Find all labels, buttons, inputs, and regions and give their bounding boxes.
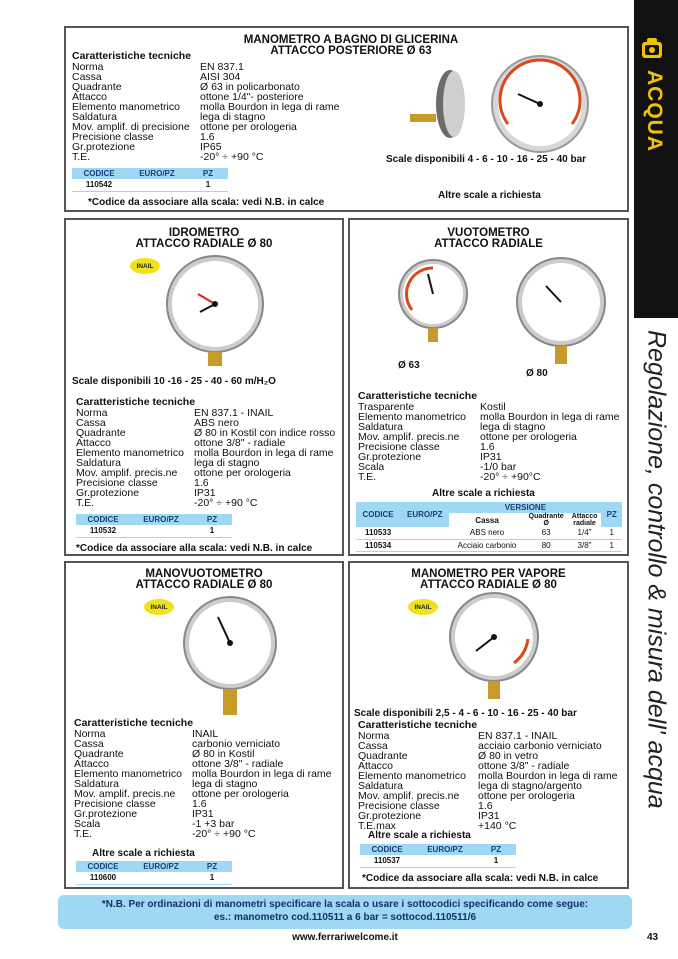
panel-vacuum-gauge bbox=[348, 218, 629, 556]
spec-key: Gr.protezione bbox=[358, 451, 422, 463]
panel-subtitle: ATTACCO RADIALE Ø 80 bbox=[135, 238, 273, 250]
spec-key: Saldatura bbox=[72, 111, 117, 123]
dial-cell: 80 bbox=[525, 539, 568, 551]
spec-key: Quadrante bbox=[358, 750, 408, 762]
panel-subtitle: ATTACCO RADIALE Ø 80 bbox=[135, 579, 273, 591]
code-cell: 110537 bbox=[360, 855, 414, 867]
col-price: EURO/PZ bbox=[400, 502, 449, 527]
specs-heading: Caratteristiche tecniche bbox=[74, 717, 194, 729]
scales-available: Scale disponibili 10 -16 - 25 - 40 - 60 m/H₂O bbox=[72, 376, 276, 387]
spec-value: +140 °C bbox=[478, 820, 517, 832]
product-table bbox=[76, 514, 232, 538]
spec-value: lega di stagno bbox=[192, 778, 258, 790]
conn-cell: 3/8" bbox=[568, 539, 602, 551]
table-row bbox=[72, 179, 228, 191]
vacuum-gauge-80-image bbox=[516, 256, 606, 374]
spec-key: Gr.protezione bbox=[74, 808, 138, 820]
specs-list bbox=[74, 729, 340, 839]
section-title: ACQUA bbox=[643, 70, 666, 152]
qty-cell: 1 bbox=[192, 525, 232, 537]
col-qty: PZ bbox=[192, 514, 232, 525]
spec-value: IP65 bbox=[200, 141, 222, 153]
table-row bbox=[360, 855, 516, 867]
col-case: Cassa bbox=[449, 513, 524, 527]
spec-key: Mov. amplif. precis.ne bbox=[74, 788, 176, 800]
code-cell: 110534 bbox=[356, 539, 400, 551]
spec-key: Elemento manometrico bbox=[358, 770, 466, 782]
spec-value: -20° ÷ +90°C bbox=[480, 471, 541, 483]
spec-key: Precisione classe bbox=[74, 798, 156, 810]
panel-steam-gauge bbox=[348, 561, 629, 889]
col-code: CODICE bbox=[76, 861, 130, 872]
col-connection: Attacco radiale bbox=[568, 513, 602, 527]
spec-value: Kostil bbox=[480, 401, 506, 413]
spec-key: Precisione classe bbox=[76, 477, 158, 489]
product-table bbox=[356, 502, 622, 552]
spec-key: Saldatura bbox=[358, 421, 403, 433]
panel-compound-gauge bbox=[64, 561, 344, 889]
inail-badge: INAIL bbox=[408, 599, 438, 615]
other-scales: Altre scale a richiesta bbox=[368, 830, 471, 841]
other-scales: Altre scale a richiesta bbox=[92, 848, 195, 859]
spec-key: Quadrante bbox=[74, 748, 124, 760]
compound-gauge-image bbox=[178, 595, 282, 719]
spec-value: molla Bourdon in lega di rame bbox=[478, 770, 618, 782]
spec-value: 1.6 bbox=[478, 800, 493, 812]
spec-value: 1.6 bbox=[192, 798, 207, 810]
qty-cell: 1 bbox=[601, 539, 622, 551]
spec-value: EN 837.1 - INAIL bbox=[194, 407, 274, 419]
panel-subtitle: ATTACCO RADIALE bbox=[434, 238, 543, 250]
spec-value: ottone per orologeria bbox=[200, 121, 297, 133]
spec-key: Norma bbox=[358, 730, 390, 742]
footnote: *Codice da associare alla scala: vedi N.B. in calce bbox=[76, 543, 313, 554]
price-cell bbox=[126, 179, 188, 191]
panel-title: MANOMETRO A BAGNO DI GLICERINA bbox=[243, 34, 459, 46]
spec-value: acciaio carbonio verniciato bbox=[478, 740, 602, 752]
spec-key: Cassa bbox=[76, 417, 106, 429]
spec-value: IP31 bbox=[480, 451, 502, 463]
spec-key: Attacco bbox=[72, 91, 108, 103]
col-qty: PZ bbox=[476, 844, 516, 855]
spec-value: ottone 3/8" - radiale bbox=[192, 758, 284, 770]
spec-key: Gr.protezione bbox=[358, 810, 422, 822]
spec-key: Cassa bbox=[358, 740, 388, 752]
spec-value: Ø 63 in policarbonato bbox=[200, 81, 300, 93]
spec-key: T.E. bbox=[74, 828, 93, 840]
other-scales: Altre scale a richiesta bbox=[432, 488, 535, 499]
footer-note-line1: *N.B. Per ordinazioni di manometri specificare la scala o usare i sottocodici specificando come segue: bbox=[101, 899, 589, 910]
spec-key: Trasparente bbox=[358, 401, 415, 413]
spec-key: Elemento manometrico bbox=[72, 101, 180, 113]
spec-value: ottone per orologeria bbox=[194, 467, 291, 479]
col-code: CODICE bbox=[360, 844, 414, 855]
spec-value: lega di stagno bbox=[194, 457, 260, 469]
spec-key: Saldatura bbox=[358, 780, 403, 792]
spec-key: T.E. bbox=[358, 471, 377, 483]
spec-value: 1.6 bbox=[200, 131, 215, 143]
col-dial: Quadrante Ø bbox=[525, 513, 568, 527]
panel-title: VUOTOMETRO bbox=[447, 227, 530, 239]
hydrometer-gauge-image bbox=[160, 254, 270, 368]
panel-title: IDROMETRO bbox=[168, 227, 240, 239]
table-row bbox=[356, 527, 622, 539]
spec-row bbox=[76, 498, 340, 508]
table-row bbox=[76, 525, 232, 537]
code-cell: 110533 bbox=[356, 527, 400, 539]
spec-value: Ø 80 in Kostil bbox=[192, 748, 255, 760]
product-table bbox=[76, 861, 232, 885]
spec-value: ottone per orologeria bbox=[480, 431, 577, 443]
spec-value: ottone per orologeria bbox=[192, 788, 289, 800]
vacuum-gauge-63-image bbox=[398, 258, 468, 354]
spec-value: IP31 bbox=[194, 487, 216, 499]
spec-key: Norma bbox=[74, 728, 106, 740]
spec-key: Saldatura bbox=[74, 778, 119, 790]
spec-key: Precisione classe bbox=[358, 441, 440, 453]
code-cell: 110600 bbox=[76, 872, 130, 884]
spec-value: -1 +3 bar bbox=[192, 818, 235, 830]
spec-value: 1.6 bbox=[480, 441, 495, 453]
price-cell bbox=[414, 855, 476, 867]
spec-value: -20° ÷ +90 °C bbox=[200, 151, 264, 163]
dial-cell: 63 bbox=[525, 527, 568, 539]
spec-key: Attacco bbox=[358, 760, 394, 772]
panel-glycerin-gauge bbox=[64, 26, 629, 212]
col-qty: PZ bbox=[601, 502, 622, 527]
spec-key: Elemento manometrico bbox=[76, 447, 184, 459]
other-scales: Altre scale a richiesta bbox=[438, 190, 541, 201]
spec-row bbox=[358, 472, 626, 482]
footnote: *Codice da associare alla scala: vedi N.B. in calce bbox=[362, 873, 599, 884]
spec-value: ottone 1/4"- posteriore bbox=[200, 91, 304, 103]
page-number: 43 bbox=[647, 932, 659, 943]
footer-note-line2: es.: manometro cod.110511 a 6 bar = sottocod.110511/6 bbox=[213, 912, 477, 923]
spec-value: ottone per orologeria bbox=[478, 790, 575, 802]
panel-title: MANOVUOTOMETRO bbox=[145, 568, 263, 580]
inail-badge: INAIL bbox=[130, 258, 160, 274]
col-code: CODICE bbox=[356, 502, 400, 527]
specs-heading: Caratteristiche tecniche bbox=[72, 50, 192, 62]
col-price: EURO/PZ bbox=[414, 844, 476, 855]
spec-key: Mov. amplif. precis.ne bbox=[76, 467, 178, 479]
case-cell: Acciaio carbonio bbox=[449, 539, 524, 551]
product-table bbox=[360, 844, 516, 868]
col-price: EURO/PZ bbox=[130, 514, 192, 525]
spec-value: -20° ÷ +90 °C bbox=[192, 828, 256, 840]
spec-key: Saldatura bbox=[76, 457, 121, 469]
product-table bbox=[72, 168, 228, 192]
col-version: VERSIONE bbox=[449, 502, 601, 513]
spec-value: molla Bourdon in lega di rame bbox=[194, 447, 334, 459]
spec-value: lega di stagno bbox=[200, 111, 266, 123]
spec-key: T.E. bbox=[76, 497, 95, 509]
spec-key: Norma bbox=[76, 407, 108, 419]
spec-value: lega di stagno bbox=[480, 421, 546, 433]
spec-value: Ø 80 in vetro bbox=[478, 750, 539, 762]
panel-subtitle: ATTACCO RADIALE Ø 80 bbox=[420, 579, 557, 591]
spec-row bbox=[72, 152, 372, 162]
steam-gauge-image bbox=[444, 591, 544, 701]
table-row bbox=[76, 872, 232, 884]
spec-value: ottone 3/8" - radiale bbox=[478, 760, 570, 772]
spec-value: 1.6 bbox=[194, 477, 209, 489]
spec-value: IP31 bbox=[478, 810, 500, 822]
specs-list bbox=[358, 731, 626, 831]
spec-value: -20° ÷ +90 °C bbox=[194, 497, 258, 509]
spec-key: Mov. amplif. di precisione bbox=[72, 121, 190, 133]
spec-key: Precisione classe bbox=[358, 800, 440, 812]
size-80-label: Ø 80 bbox=[526, 368, 548, 379]
spec-key: Attacco bbox=[76, 437, 112, 449]
specs-heading: Caratteristiche tecniche bbox=[358, 719, 478, 731]
spec-key: Cassa bbox=[74, 738, 104, 750]
col-qty: PZ bbox=[192, 861, 232, 872]
col-price: EURO/PZ bbox=[130, 861, 192, 872]
col-qty: PZ bbox=[188, 168, 228, 179]
faucet-icon bbox=[640, 36, 666, 62]
specs-list bbox=[358, 402, 626, 482]
footnote: *Codice da associare alla scala: vedi N.B. in calce bbox=[88, 197, 325, 208]
panel-hydrometer bbox=[64, 218, 344, 556]
scales-available: Scale disponibili 2,5 - 4 - 6 - 10 - 16 - 25 - 40 bar bbox=[354, 708, 577, 719]
spec-row bbox=[74, 829, 340, 839]
spec-key: Mov. amplif. precis.ne bbox=[358, 790, 460, 802]
spec-value: EN 837.1 bbox=[200, 61, 244, 73]
conn-cell: 1/4" bbox=[568, 527, 602, 539]
qty-cell: 1 bbox=[188, 179, 228, 191]
price-cell bbox=[400, 539, 449, 551]
spec-value: lega di stagno/argento bbox=[478, 780, 582, 792]
price-cell bbox=[400, 527, 449, 539]
col-code: CODICE bbox=[76, 514, 130, 525]
qty-cell: 1 bbox=[476, 855, 516, 867]
spec-value: AISI 304 bbox=[200, 71, 241, 83]
size-63-label: Ø 63 bbox=[398, 360, 420, 371]
spec-key: Norma bbox=[72, 61, 104, 73]
col-price: EURO/PZ bbox=[126, 168, 188, 179]
col-code: CODICE bbox=[72, 168, 126, 179]
price-cell bbox=[130, 525, 192, 537]
website-link[interactable]: www.ferrariwelcome.it bbox=[292, 932, 398, 943]
section-subtitle: Regolazione, controllo & misura dell' acqua bbox=[642, 330, 671, 809]
code-cell: 110532 bbox=[76, 525, 130, 537]
scales-available: Scale disponibili 4 - 6 - 10 - 16 - 25 - 40 bar bbox=[386, 154, 587, 165]
specs-heading: Caratteristiche tecniche bbox=[76, 396, 196, 408]
specs-heading: Caratteristiche tecniche bbox=[358, 390, 478, 402]
spec-key: Quadrante bbox=[72, 81, 122, 93]
specs-list bbox=[72, 62, 372, 162]
table-row bbox=[356, 539, 622, 551]
spec-key: Elemento manometrico bbox=[358, 411, 466, 423]
spec-key: T.E.max bbox=[358, 820, 396, 832]
qty-cell: 1 bbox=[192, 872, 232, 884]
inail-badge: INAIL bbox=[144, 599, 174, 615]
qty-cell: 1 bbox=[601, 527, 622, 539]
spec-value: molla Bourdon in lega di rame bbox=[480, 411, 620, 423]
panel-title: MANOMETRO PER VAPORE bbox=[411, 568, 566, 580]
spec-key: Scala bbox=[358, 461, 385, 473]
spec-value: ottone 3/8" - radiale bbox=[194, 437, 286, 449]
spec-key: Attacco bbox=[74, 758, 110, 770]
spec-value: molla Bourdon in lega di rame bbox=[192, 768, 332, 780]
spec-value: carbonio verniciato bbox=[192, 738, 281, 750]
spec-key: Elemento manometrico bbox=[74, 768, 182, 780]
specs-list bbox=[76, 408, 340, 508]
spec-value: molla Bourdon in lega di rame bbox=[200, 101, 340, 113]
spec-value: EN 837.1 - INAIL bbox=[478, 730, 558, 742]
spec-value: -1/0 bar bbox=[480, 461, 517, 473]
code-cell: 110542 bbox=[72, 179, 126, 191]
spec-value: ABS nero bbox=[194, 417, 239, 429]
glycerin-gauge-image bbox=[408, 54, 604, 156]
spec-key: Quadrante bbox=[76, 427, 126, 439]
spec-key: Mov. amplif. precis.ne bbox=[358, 431, 460, 443]
spec-key: T.E. bbox=[72, 151, 91, 163]
panel-subtitle: ATTACCO POSTERIORE Ø 63 bbox=[270, 45, 432, 57]
case-cell: ABS nero bbox=[449, 527, 524, 539]
spec-key: Gr.protezione bbox=[72, 141, 136, 153]
spec-value: INAIL bbox=[192, 728, 219, 740]
spec-value: IP31 bbox=[192, 808, 214, 820]
spec-key: Scala bbox=[74, 818, 101, 830]
spec-key: Precisione classe bbox=[72, 131, 154, 143]
price-cell bbox=[130, 872, 192, 884]
spec-key: Cassa bbox=[72, 71, 102, 83]
spec-value: Ø 80 in Kostil con indice rosso bbox=[194, 427, 336, 439]
spec-key: Gr.protezione bbox=[76, 487, 140, 499]
